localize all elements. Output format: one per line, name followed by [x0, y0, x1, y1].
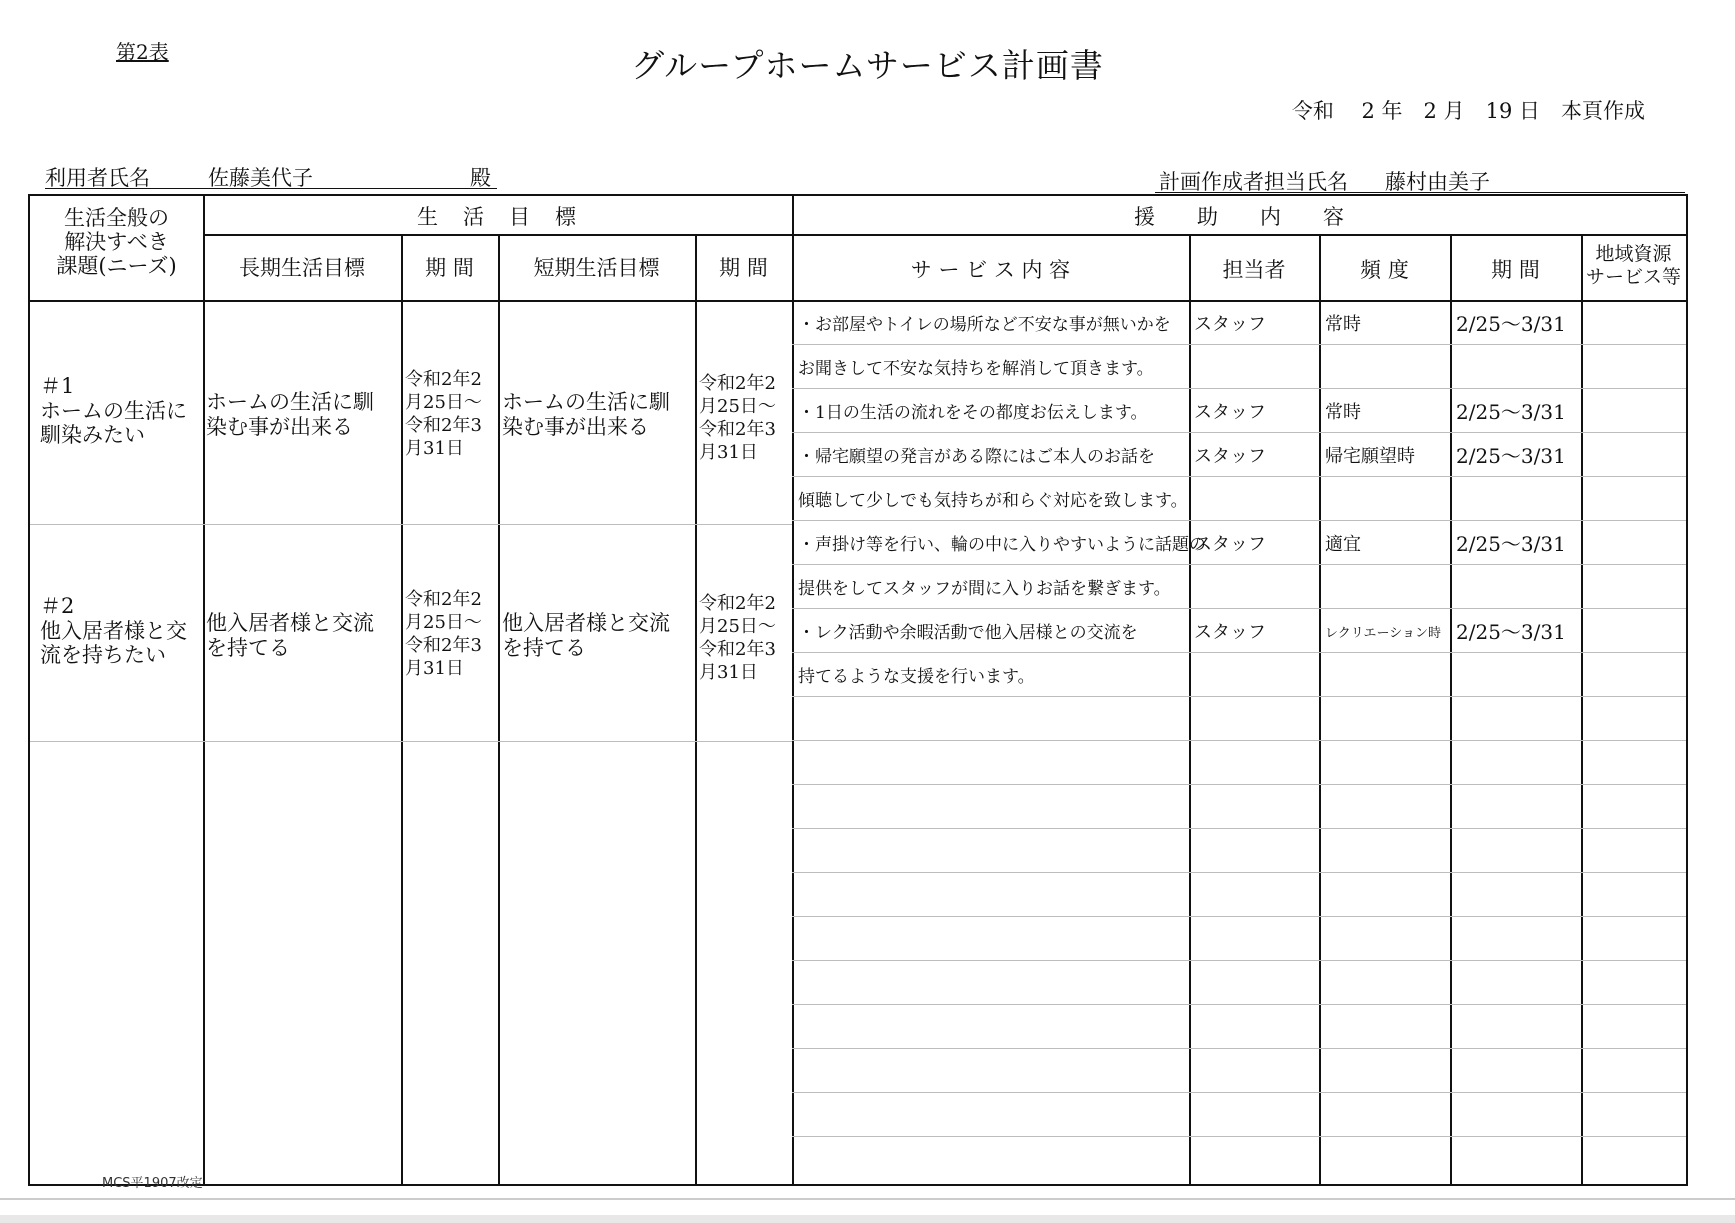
service-frequency: 帰宅願望時: [1325, 446, 1415, 467]
service-frequency: 適宜: [1325, 534, 1361, 555]
header-long-term-goal: 長期生活目標: [239, 256, 365, 280]
user-name-field: [45, 158, 497, 189]
document-title: グループホームサービス計画書: [631, 46, 1104, 85]
header-life-goals: 生 活 目 標: [417, 205, 578, 229]
service-content-text: ・レク活動や余暇活動で他入居様との交流を: [798, 623, 1138, 643]
service-staff: スタッフ: [1194, 402, 1266, 423]
long-term-goal-1: ホームの生活に馴 染む事が出来る: [206, 390, 374, 439]
planner-name: 藤村由美子: [1385, 170, 1490, 194]
service-period: 2/25～3/31: [1456, 312, 1566, 336]
planner-field: [1155, 164, 1685, 193]
service-content-text: 傾聴して少しでも気持ちが和らぐ対応を致します。: [798, 491, 1188, 511]
header-short-term-goal: 短期生活目標: [533, 256, 660, 280]
service-content-text: お聞きして不安な気持ちを解消して頂きます。: [798, 359, 1154, 379]
header-needs: 生活全般の 解決すべき 課題(ニーズ): [56, 206, 177, 279]
header-frequency: 頻 度: [1360, 258, 1409, 282]
service-plan-table: [28, 194, 1688, 1186]
service-period: 2/25～3/31: [1456, 444, 1566, 468]
user-name-value: 佐藤美代子: [208, 166, 313, 190]
service-frequency: レクリエーション時: [1325, 626, 1441, 641]
long-period-2: 令和2年2 月25日～ 令和2年3 月31日: [405, 589, 482, 680]
service-staff: スタッフ: [1194, 622, 1266, 643]
service-period: 2/25～3/31: [1456, 532, 1566, 556]
planner-label: 計画作成者担当氏名: [1159, 170, 1348, 194]
long-period-1: 令和2年2 月25日～ 令和2年3 月31日: [405, 369, 482, 460]
user-honorific: 殿: [470, 166, 491, 190]
need-1: ＃1 ホームの生活に 馴染みたい: [40, 374, 187, 448]
form-number: 第2表: [116, 40, 169, 64]
service-content-text: 持てるような支援を行います。: [798, 667, 1035, 687]
header-period-2: 期 間: [719, 256, 768, 280]
short-period-2: 令和2年2 月25日～ 令和2年3 月31日: [699, 593, 776, 684]
header-period-3: 期 間: [1491, 258, 1540, 282]
service-period: 2/25～3/31: [1456, 400, 1566, 424]
header-assistance: 援 助 内 容: [1134, 205, 1344, 229]
need-2: ＃2 他入居者様と交 流を持ちたい: [40, 594, 187, 668]
service-frequency: 常時: [1325, 314, 1361, 335]
short-term-goal-1: ホームの生活に馴 染む事が出来る: [502, 390, 670, 439]
creation-date: 令和 2 年 2 月 19 日 本頁作成: [1291, 99, 1645, 123]
service-content-text: ・帰宅願望の発言がある際にはご本人のお話を: [798, 447, 1155, 467]
header-staff: 担当者: [1222, 258, 1286, 282]
service-content-text: ・お部屋やトイレの場所など不安な事が無いかを: [798, 315, 1171, 335]
service-frequency: 常時: [1325, 402, 1361, 423]
service-period: 2/25～3/31: [1456, 620, 1566, 644]
service-content-text: ・1日の生活の流れをその都度お伝えします。: [798, 403, 1148, 423]
service-staff: スタッフ: [1194, 446, 1266, 467]
header-community-resources: 地域資源 サービス等: [1585, 243, 1681, 288]
user-name-label: 利用者氏名: [45, 166, 150, 190]
header-service-content: サ ー ビ ス 内 容: [910, 258, 1071, 282]
long-term-goal-2: 他入居者様と交流 を持てる: [206, 611, 374, 660]
header-period-1: 期 間: [425, 256, 474, 280]
service-staff: スタッフ: [1194, 534, 1266, 555]
service-content-text: ・声掛け等を行い、輪の中に入りやすいように話題の: [798, 535, 1206, 555]
short-term-goal-2: 他入居者様と交流 を持てる: [502, 611, 670, 660]
service-staff: スタッフ: [1194, 314, 1266, 335]
short-period-1: 令和2年2 月25日～ 令和2年3 月31日: [699, 373, 776, 464]
service-content-text: 提供をしてスタッフが間に入りお話を繋ぎます。: [798, 579, 1171, 599]
form-revision-footer: MCS平1907改定: [102, 1176, 203, 1191]
